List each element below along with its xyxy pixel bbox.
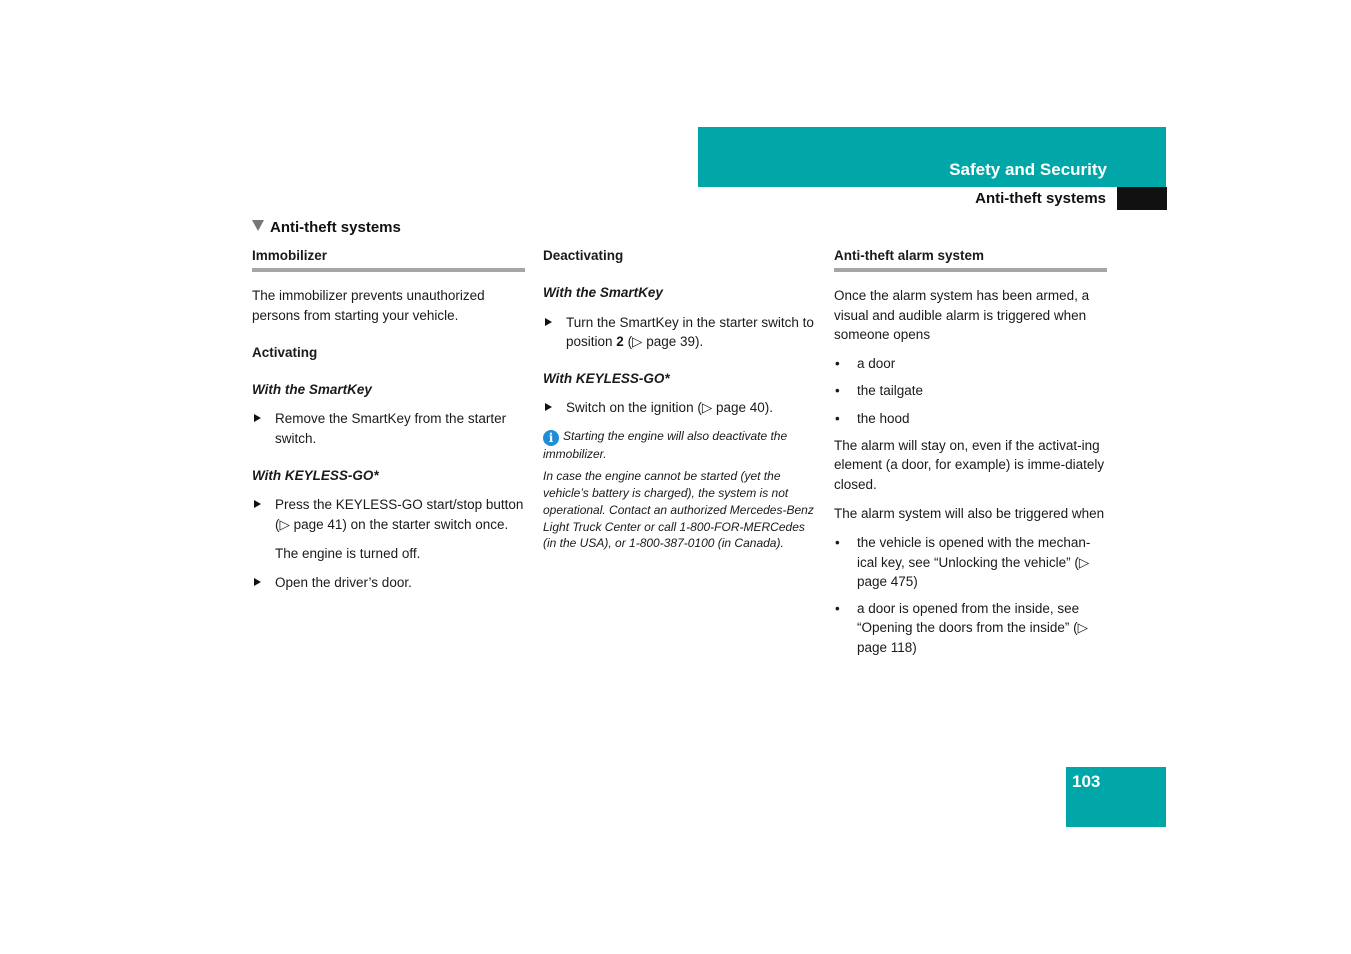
- info-note: [543, 428, 815, 463]
- step-text-b: (▷ page 39).: [623, 333, 704, 349]
- list-item: [834, 533, 1107, 591]
- step-arrow-icon: [254, 414, 261, 422]
- step-arrow-icon: [254, 578, 261, 586]
- step-arrow-icon: [545, 318, 552, 326]
- page-title: [252, 219, 401, 236]
- list-item: [834, 381, 1107, 400]
- step-ignition-on: [543, 398, 815, 417]
- immobilizer-heading: Immobilizer: [252, 248, 328, 263]
- info-icon: i: [543, 430, 559, 446]
- step-text: Remove the SmartKey from the starter switch.: [275, 411, 507, 446]
- list-item: [834, 409, 1107, 428]
- keyless-label: With KEYLESS-GO*: [543, 371, 670, 387]
- keyless-label: With KEYLESS-GO*: [252, 468, 379, 484]
- bullet-icon: •: [835, 356, 840, 372]
- column-alarm: [834, 246, 1107, 665]
- list-item-text: the hood: [857, 410, 910, 426]
- step-remove-smartkey: [252, 409, 525, 448]
- smartkey-label: With the SmartKey: [252, 382, 372, 398]
- step-text: Press the KEYLESS-GO start/stop button (▷ page 41) on the starter switch once.: [275, 497, 524, 532]
- smartkey-label: With the SmartKey: [543, 285, 663, 301]
- position-number: 2: [616, 333, 624, 349]
- heading-rule: [252, 268, 525, 272]
- bullet-icon: •: [835, 410, 840, 426]
- column-deactivating: [543, 246, 815, 558]
- alarm-stay-on: The alarm will stay on, even if the activat-ing element (a door, for example) is imme-diately closed.: [834, 438, 1105, 492]
- step-arrow-icon: [254, 500, 261, 508]
- bullet-icon: •: [835, 601, 840, 617]
- list-item-text: the tailgate: [857, 383, 924, 399]
- contact-note: In case the engine cannot be started (yet the vehicle’s battery is charged), the system is not operational. Contact an authorized Mercedes-Benz Light Truck Center or call 1-800-FOR-MERCedes (in the USA), or 1-800-387-0100 (in Canada).: [543, 469, 814, 551]
- header-band: [698, 127, 1166, 187]
- deactivating-heading: Deactivating: [543, 248, 624, 263]
- list-item-text: the vehicle is opened with the mechan-ical key, see “Unlocking the vehicle” (▷ page 475): [857, 535, 1091, 589]
- step-turn-smartkey: [543, 313, 815, 352]
- engine-off-result: The engine is turned off.: [275, 545, 421, 561]
- alarm-intro: Once the alarm system has been armed, a visual and audible alarm is triggered when someone opens: [834, 288, 1090, 342]
- list-item-text: a door is opened from the inside, see “Opening the doors from the inside” (▷ page 118): [857, 601, 1088, 655]
- step-press-keyless: [252, 495, 525, 534]
- step-arrow-icon: [545, 403, 552, 411]
- step-text: Switch on the ignition (▷ page 40).: [566, 400, 774, 416]
- alarm-also: The alarm system will also be triggered when: [834, 505, 1105, 521]
- chapter-title: Safety and Security: [949, 160, 1107, 179]
- page-number: 103: [1072, 772, 1101, 791]
- list-item-text: a door: [857, 356, 896, 372]
- bullet-icon: •: [835, 535, 840, 551]
- list-item: [834, 354, 1107, 373]
- triangle-down-icon: [252, 220, 264, 231]
- header-tab-marker: [1117, 187, 1167, 210]
- column-immobilizer: [252, 246, 525, 603]
- alarm-heading: Anti-theft alarm system: [834, 248, 985, 263]
- heading-rule: [834, 268, 1107, 272]
- page-title-text: Anti-theft systems: [270, 219, 401, 236]
- activating-heading: Activating: [252, 344, 318, 360]
- bullet-icon: •: [835, 383, 840, 399]
- step-text: Open the driver’s door.: [275, 575, 412, 591]
- info-note-text: Starting the engine will also deactivate the immobilizer.: [543, 428, 788, 461]
- immobilizer-intro: The immobilizer prevents unauthorized persons from starting your vehicle.: [252, 288, 485, 323]
- step-open-door: [252, 573, 525, 592]
- section-header: Anti-theft systems: [975, 190, 1106, 207]
- page-number-band: [1066, 767, 1166, 827]
- step-text-a: Turn the SmartKey in the starter switch to position: [566, 314, 814, 349]
- list-item: [834, 599, 1107, 657]
